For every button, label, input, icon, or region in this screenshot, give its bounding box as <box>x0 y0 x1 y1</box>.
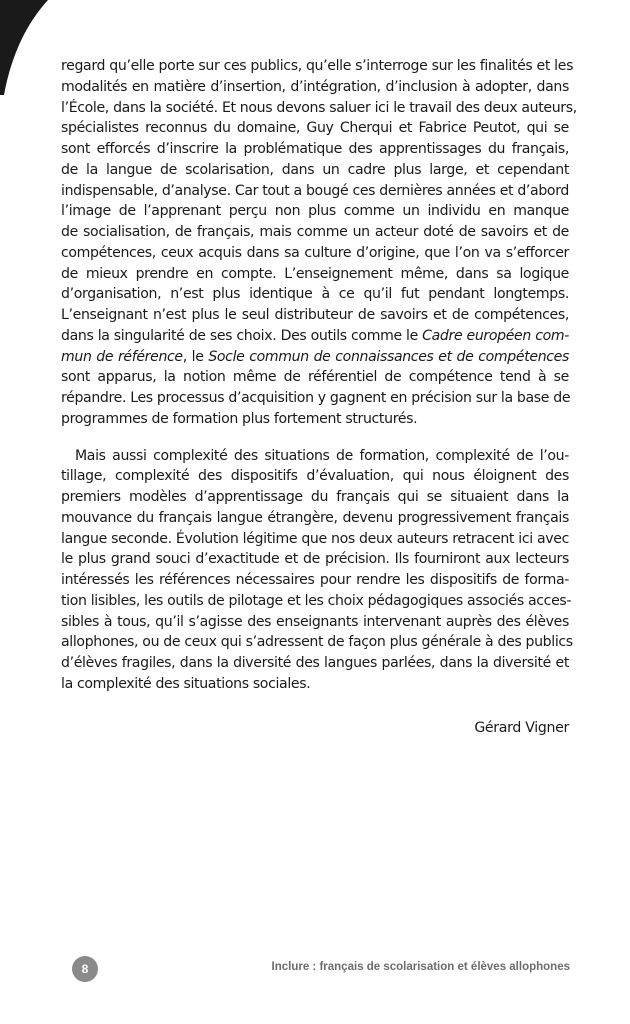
text-run: de mieux prendre en compte. L’enseignement même, dans sa logique <box>61 265 569 282</box>
text-line <box>61 549 569 570</box>
text-run: modalités en matière d’insertion, d’intégration, d’inclusion à adopter, dans <box>61 78 569 95</box>
text-run: intéressés les références nécessaires pour rendre les dispositifs de forma- <box>61 572 569 588</box>
text-run: spécialistes reconnus du domaine, Guy Cherqui et Fabrice Peutot, qui se <box>61 120 569 137</box>
text-line <box>61 264 569 285</box>
text-line <box>61 160 569 181</box>
text-line <box>61 139 569 160</box>
text-run: de socialisation, de français, mais comme un acteur doté de savoirs et de <box>61 224 569 240</box>
text-run: de la langue de scolarisation, dans un cadre plus large, et cependant <box>61 161 569 178</box>
running-title: Inclure : français de scolarisation et élèves allophones <box>271 961 570 973</box>
text-line <box>61 674 569 695</box>
text-run: tion lisibles, les outils de pilotage et les choix pédagogiques associés acces- <box>61 592 572 609</box>
text-line <box>61 466 569 487</box>
text-line <box>61 529 569 550</box>
text-line <box>61 388 569 409</box>
text-run: sibles à tous, qu’il s’agisse des enseignants intervenant auprès des élèves <box>61 613 569 630</box>
text-run: d’organisation, n’est plus identique à ce qu’il fut pendant longtemps. <box>61 286 569 303</box>
corner-decoration <box>0 0 70 95</box>
text-run: dans la singularité de ses choix. Des outils comme le <box>61 327 423 344</box>
text-line <box>61 305 569 326</box>
text-line <box>61 570 569 591</box>
text-line <box>61 612 569 633</box>
text-run: l’image de l’apprenant perçu non plus comme un individu en manque <box>61 203 569 220</box>
text-run: la complexité des situations sociales. <box>61 675 311 692</box>
text-run: langue seconde. Évolution légitime que nos deux auteurs retracent ici avec <box>61 530 569 547</box>
text-line <box>61 653 569 674</box>
paragraph-gap <box>61 430 569 446</box>
text-run: sont apparus, la notion même de référentiel de compétence tend à se <box>61 369 569 386</box>
text-line <box>61 347 569 368</box>
text-run: sont efforcés d’inscrire la problématique des apprentissages du français, <box>61 141 569 157</box>
text-line <box>61 222 569 243</box>
text-line <box>61 367 569 388</box>
text-line <box>61 409 569 430</box>
text-run: , le <box>182 348 209 365</box>
text-line <box>61 98 577 119</box>
text-run: L’enseignant n’est plus le seul distributeur de savoirs et de compétences, <box>61 307 569 323</box>
text-line <box>61 181 569 202</box>
text-line <box>61 632 573 653</box>
text-line <box>61 243 569 264</box>
page-footer <box>72 956 570 982</box>
body-text <box>61 56 577 695</box>
text-run: répandre. Les processus d’acquisition y gagnent en précision sur la base de <box>61 390 571 406</box>
text-run: l’École, dans la société. Et nous devons saluer ici le travail des deux auteurs, <box>61 99 577 116</box>
text-line <box>61 118 569 139</box>
text-line <box>61 446 569 467</box>
text-run: programmes de formation plus fortement structurés. <box>61 410 418 427</box>
text-line <box>61 591 572 612</box>
italic-title: mun de référence <box>61 348 183 365</box>
text-line <box>61 508 569 529</box>
italic-title: Cadre européen com- <box>422 327 569 344</box>
text-run: indispensable, d’analyse. Car tout a bougé ces dernières années et d’abord <box>61 182 569 199</box>
text-line <box>61 56 574 77</box>
text-line <box>61 77 569 98</box>
author-signature: Gérard Vigner <box>474 720 569 736</box>
text-run: compétences, ceux acquis dans sa culture d’origine, que l’on va s’efforcer <box>61 244 569 261</box>
text-run: d’élèves fragiles, dans la diversité des langues parlées, dans la diversité et <box>61 655 569 671</box>
page-number: 8 <box>72 956 98 982</box>
text-run: regard qu’elle porte sur ces publics, qu’elle s’interroge sur les finalités et les <box>61 58 574 74</box>
text-line <box>61 201 569 222</box>
text-line <box>61 326 569 347</box>
text-line <box>61 284 569 305</box>
text-run: tillage, complexité des dispositifs d’évaluation, qui nous éloignent des <box>61 468 569 485</box>
text-run: premiers modèles d’apprentissage du français qui se situaient dans la <box>61 489 569 505</box>
italic-title: Socle commun de connaissances et de compétences <box>208 348 569 365</box>
text-run: Mais aussi complexité des situations de formation, complexité de l’ou- <box>75 447 569 464</box>
text-line <box>61 487 569 508</box>
text-run: le plus grand souci d’exactitude et de précision. Ils fourniront aux lecteurs <box>61 551 569 568</box>
text-run: mouvance du français langue étrangère, devenu progressivement français <box>61 509 569 526</box>
text-run: allophones, ou de ceux qui s’adressent de façon plus générale à des publics <box>61 634 573 651</box>
